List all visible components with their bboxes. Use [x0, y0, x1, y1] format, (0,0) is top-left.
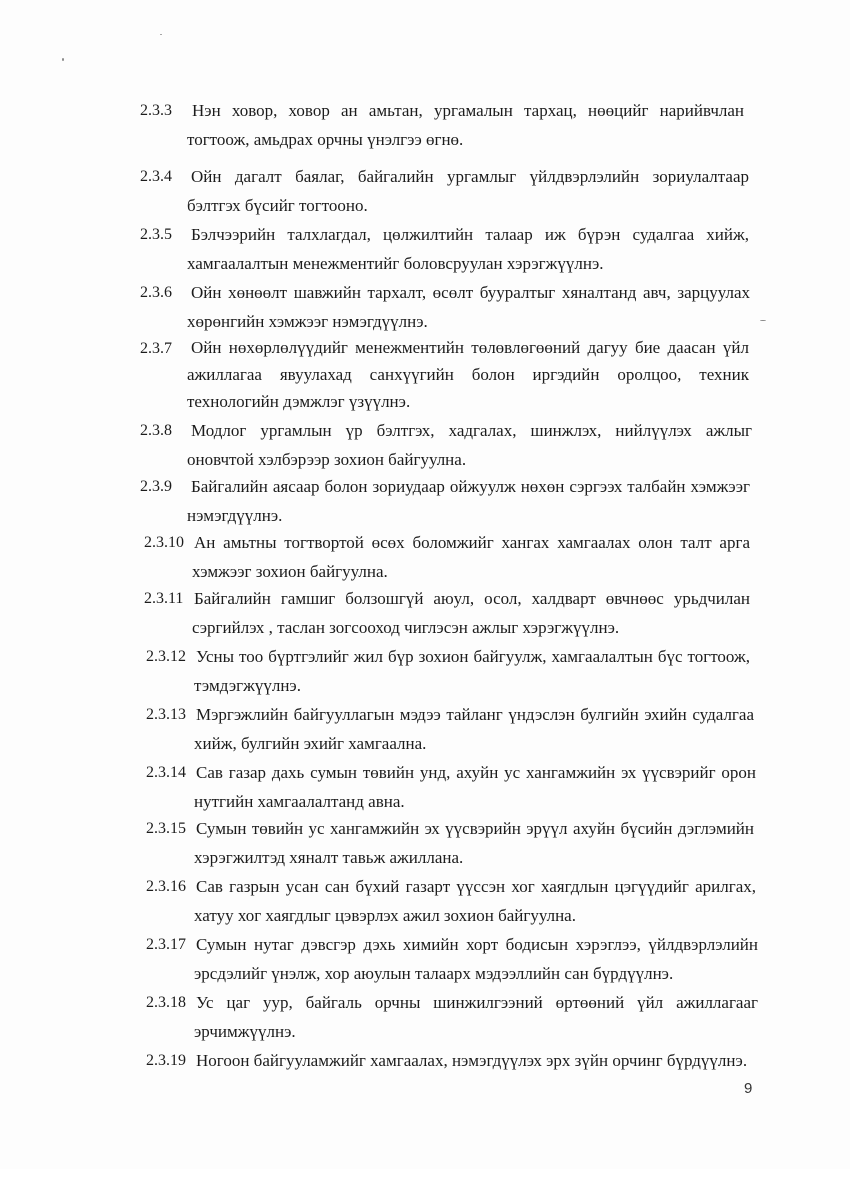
item-number: 2.3.19: [146, 1052, 186, 1069]
page-number: 9: [744, 1080, 753, 1097]
scan-speck: [62, 58, 64, 61]
item-text: Ногоон байгууламжийг хамгаалах, нэмэгдүүлэх эрх зүйн орчинг бүрдүүлнэ.: [196, 1051, 748, 1070]
item-text: Сумын нутаг дэвсгэр дэхь химийн хорт бодисын хэрэглээ, үйлдвэрлэлийн эрсдэлийг үнэлж, хор аюулын талаарх мэдээллийн сан бүрдүүлнэ.: [194, 935, 758, 983]
list-item: [0, 1162, 850, 1192]
item-text: Модлог ургамлын үр бэлтгэх, хадгалах, шинжлэх, нийлүүлэх ажлыг оновчтой хэлбэрээр зохион байгуулна.: [187, 421, 752, 469]
list-item: [0, 642, 850, 700]
item-number: 2.3.9: [140, 478, 172, 495]
item-number: 2.3.8: [140, 422, 172, 439]
item-text: Ойн нөхөрлөлүүдийг менежментийн төлөвлөгөөний дагуу бие даасан үйл ажиллагаа явуулахад санхүүгийн болон иргэдийн оролцоо, техник технологийн дэмжлэг үзүүлнэ.: [187, 338, 749, 411]
item-text: Мэргэжлийн байгууллагын мэдээ тайланг үндэслэн булгийн эхийн судалгаа хийж, булгийн эхийг хамгаална.: [194, 705, 754, 753]
item-number: 2.3.12: [146, 648, 186, 665]
list-item: [0, 162, 850, 220]
item-number: 2.3.11: [144, 590, 184, 607]
item-number: 2.3.10: [144, 534, 184, 551]
item-number: 2.3.16: [146, 878, 186, 895]
list-item: [0, 96, 850, 162]
item-text: Нэн ховор, ховор ан амьтан, ургамалын тархац, нөөцийг нарийвчлан тогтоож, амьдрах орчны үнэлгээ өгнө.: [187, 101, 744, 149]
list-item: [0, 1046, 850, 1104]
item-number: 2.3.14: [146, 764, 186, 781]
list-item: [0, 472, 850, 528]
item-number: 2.3.18: [146, 994, 186, 1011]
item-text: Ус цаг уур, байгаль орчны шинжилгээний өртөөний үйл ажиллагааг эрчимжүүлнэ.: [194, 993, 758, 1041]
list-item: [0, 872, 850, 930]
item-number: 2.3.3: [140, 102, 172, 119]
item-number: 2.3.6: [140, 284, 172, 301]
item-text: Сумын төвийн ус хангамжийн эх үүсвэрийн эрүүл ахуйн бүсийн дэглэмийн хэрэгжилтэд хяналт тавьж ажиллана.: [194, 819, 754, 867]
item-number: 2.3.15: [146, 820, 186, 837]
item-text: Ан амьтны тогтвортой өсөх боломжийг хангах хамгаалах олон талт арга хэмжээг зохион байгуулна.: [192, 533, 750, 581]
item-text: Сав газар дахь сумын төвийн унд, ахуйн ус хангамжийн эх үүсвэрийг орон нутгийн хамгаалалтанд авна.: [194, 763, 756, 811]
item-list: [0, 96, 850, 1192]
list-item: [0, 758, 850, 814]
item-number: 2.3.17: [146, 936, 186, 953]
list-item: [0, 584, 850, 642]
list-item: [0, 334, 850, 416]
item-number: 2.3.5: [140, 226, 172, 243]
scan-speck: [160, 34, 162, 35]
item-text: Байгалийн аясаар болон зориудаар ойжуулж нөхөн сэргээх талбайн хэмжээг нэмэгдүүлнэ.: [187, 477, 750, 525]
list-item: [0, 814, 850, 872]
list-item: [0, 988, 850, 1046]
item-text: Усны тоо бүртгэлийг жил бүр зохион байгуулж, хамгаалалтын бүс тогтоож, тэмдэгжүүлнэ.: [194, 647, 750, 695]
list-item: [0, 930, 850, 988]
list-item: [0, 416, 850, 472]
item-number: 2.3.4: [140, 168, 172, 185]
list-item: [0, 278, 850, 334]
item-text: Бэлчээрийн талхлагдал, цөлжилтийн талаар иж бүрэн судалгаа хийж, хамгаалалтын менежментийг боловсруулан хэрэгжүүлнэ.: [187, 225, 749, 273]
list-item: [0, 1104, 850, 1162]
item-text: Ойн дагалт баялаг, байгалийн ургамлыг үйлдвэрлэлийн зориулалтаар бэлтгэх бүсийг тогтооно.: [187, 167, 749, 215]
item-text: Сав газрын усан сан бүхий газарт үүссэн хог хаягдлын цэгүүдийг арилгах, хатуу хог хаягдлыг цэвэрлэх ажил зохион байгуулна.: [194, 877, 756, 925]
item-text: Ойн хөнөөлт шавжийн тархалт, өсөлт бууралтыг хяналтанд авч, зарцуулах хөрөнгийн хэмжээг нэмэгдүүлнэ.: [187, 283, 750, 331]
item-number: 2.3.7: [140, 340, 172, 357]
list-item: [0, 220, 850, 278]
list-item: [0, 528, 850, 584]
item-text: Байгалийн гамшиг болзошгүй аюул, осол, халдварт өвчнөөс урьдчилан сэргийлэх , таслан зогсооход чиглэсэн ажлыг хэрэгжүүлнэ.: [192, 589, 750, 637]
item-number: 2.3.13: [146, 706, 186, 723]
list-item: [0, 700, 850, 758]
